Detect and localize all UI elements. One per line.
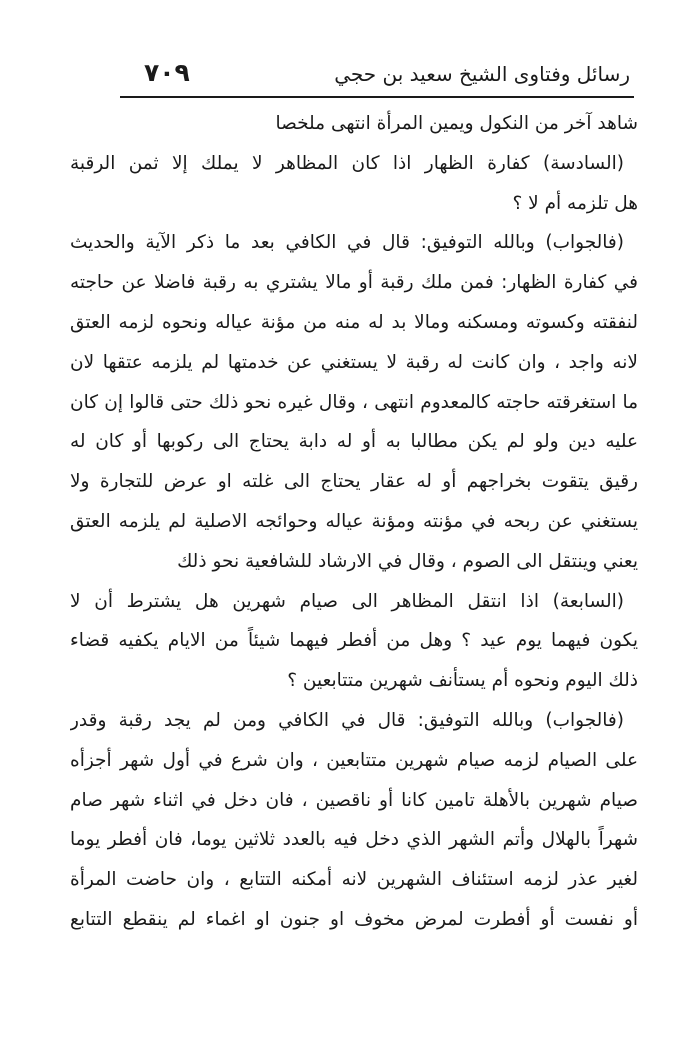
text-line: يكون فيهما يوم عيد ؟ وهل من أفطر فيهما شيئاً من الايام يكفيه قضاء [70, 630, 638, 652]
text-line: هل تلزمه أم لا ؟ [512, 192, 638, 214]
text-line: (فالجواب) وبالله التوفيق: قال في الكافي ومن لم يجد رقبة وقدر [70, 709, 624, 731]
text-line: رقيق يتقوت بخراجهم أو له عقار يحتاج الى غلته او عرض للتجارة ولا [70, 471, 638, 493]
body-text [70, 104, 638, 940]
text-line: يستغني عن ربحه في مؤنته ومؤنة عياله وحوائجه الاصلية لم يلزمه العتق [70, 510, 638, 532]
text-line: (السادسة) كفارة الظهار اذا كان المظاهر لا يملك إلا ثمن الرقبة [70, 152, 624, 174]
page-header [120, 56, 634, 98]
text-line: ذلك اليوم ونحوه أم يستأنف شهرين متتابعين ؟ [287, 670, 638, 692]
text-line: عليه دين ولو لم يكن مطالبا به أو له دابة يحتاج الى ركوبها أو كان له [70, 431, 638, 453]
text-line: (السابعة) اذا انتقل المظاهر الى صيام شهرين هل يشترط أن لا [70, 590, 624, 612]
text-line: يعني وينتقل الى الصوم ، وقال في الارشاد للشافعية نحو ذلك [177, 550, 638, 572]
text-line: لنفقته وكسوته ومسكنه ومالا بد له منه من مؤنة عياله ونحوه لزمه العتق [70, 311, 638, 333]
text-line: على الصيام لزمه صيام شهرين متتابعين ، وان شرع في أول شهر أجزأه [70, 749, 638, 771]
text-line: لغير عذر لزمه استئناف الشهرين لانه أمكنه التتابع ، وان حاضت المرأة [70, 869, 638, 891]
running-title: رسائل وفتاوى الشيخ سعيد بن حجي [334, 62, 630, 86]
text-line: شهراً بالهلال وأتم الشهر الذي دخل فيه بالعدد ثلاثين يوما، فان أفطر يوما [70, 829, 638, 851]
text-line: في كفارة الظهار: فمن ملك رقبة أو مالا يشتري به رقبة فاضلا عن حاجته [70, 272, 638, 294]
text-line: صيام شهرين بالأهلة تامين كانا أو ناقصين ، فان دخل في اثناء شهر صام [70, 789, 638, 811]
text-line: ما استغرقته حاجته كالمعدوم انتهى ، وقال غيره نحو ذلك حتى قالوا إن كان [70, 391, 638, 413]
text-line: شاهد آخر من النكول ويمين المرأة انتهى ملخصا [275, 113, 638, 134]
text-line: لانه واجد ، وان كانت له رقبة لا يستغني عن خدمتها لم يلزمه عتقها لان [70, 351, 638, 373]
text-line: (فالجواب) وبالله التوفيق: قال في الكافي بعد ما ذكر الآية والحديث [70, 232, 624, 254]
page-number: ٧٠٩ [144, 58, 190, 87]
text-line: أو نفست أو أفطرت لمرض مخوف او جنون او اغماء لم ينقطع التتابع [70, 908, 638, 930]
